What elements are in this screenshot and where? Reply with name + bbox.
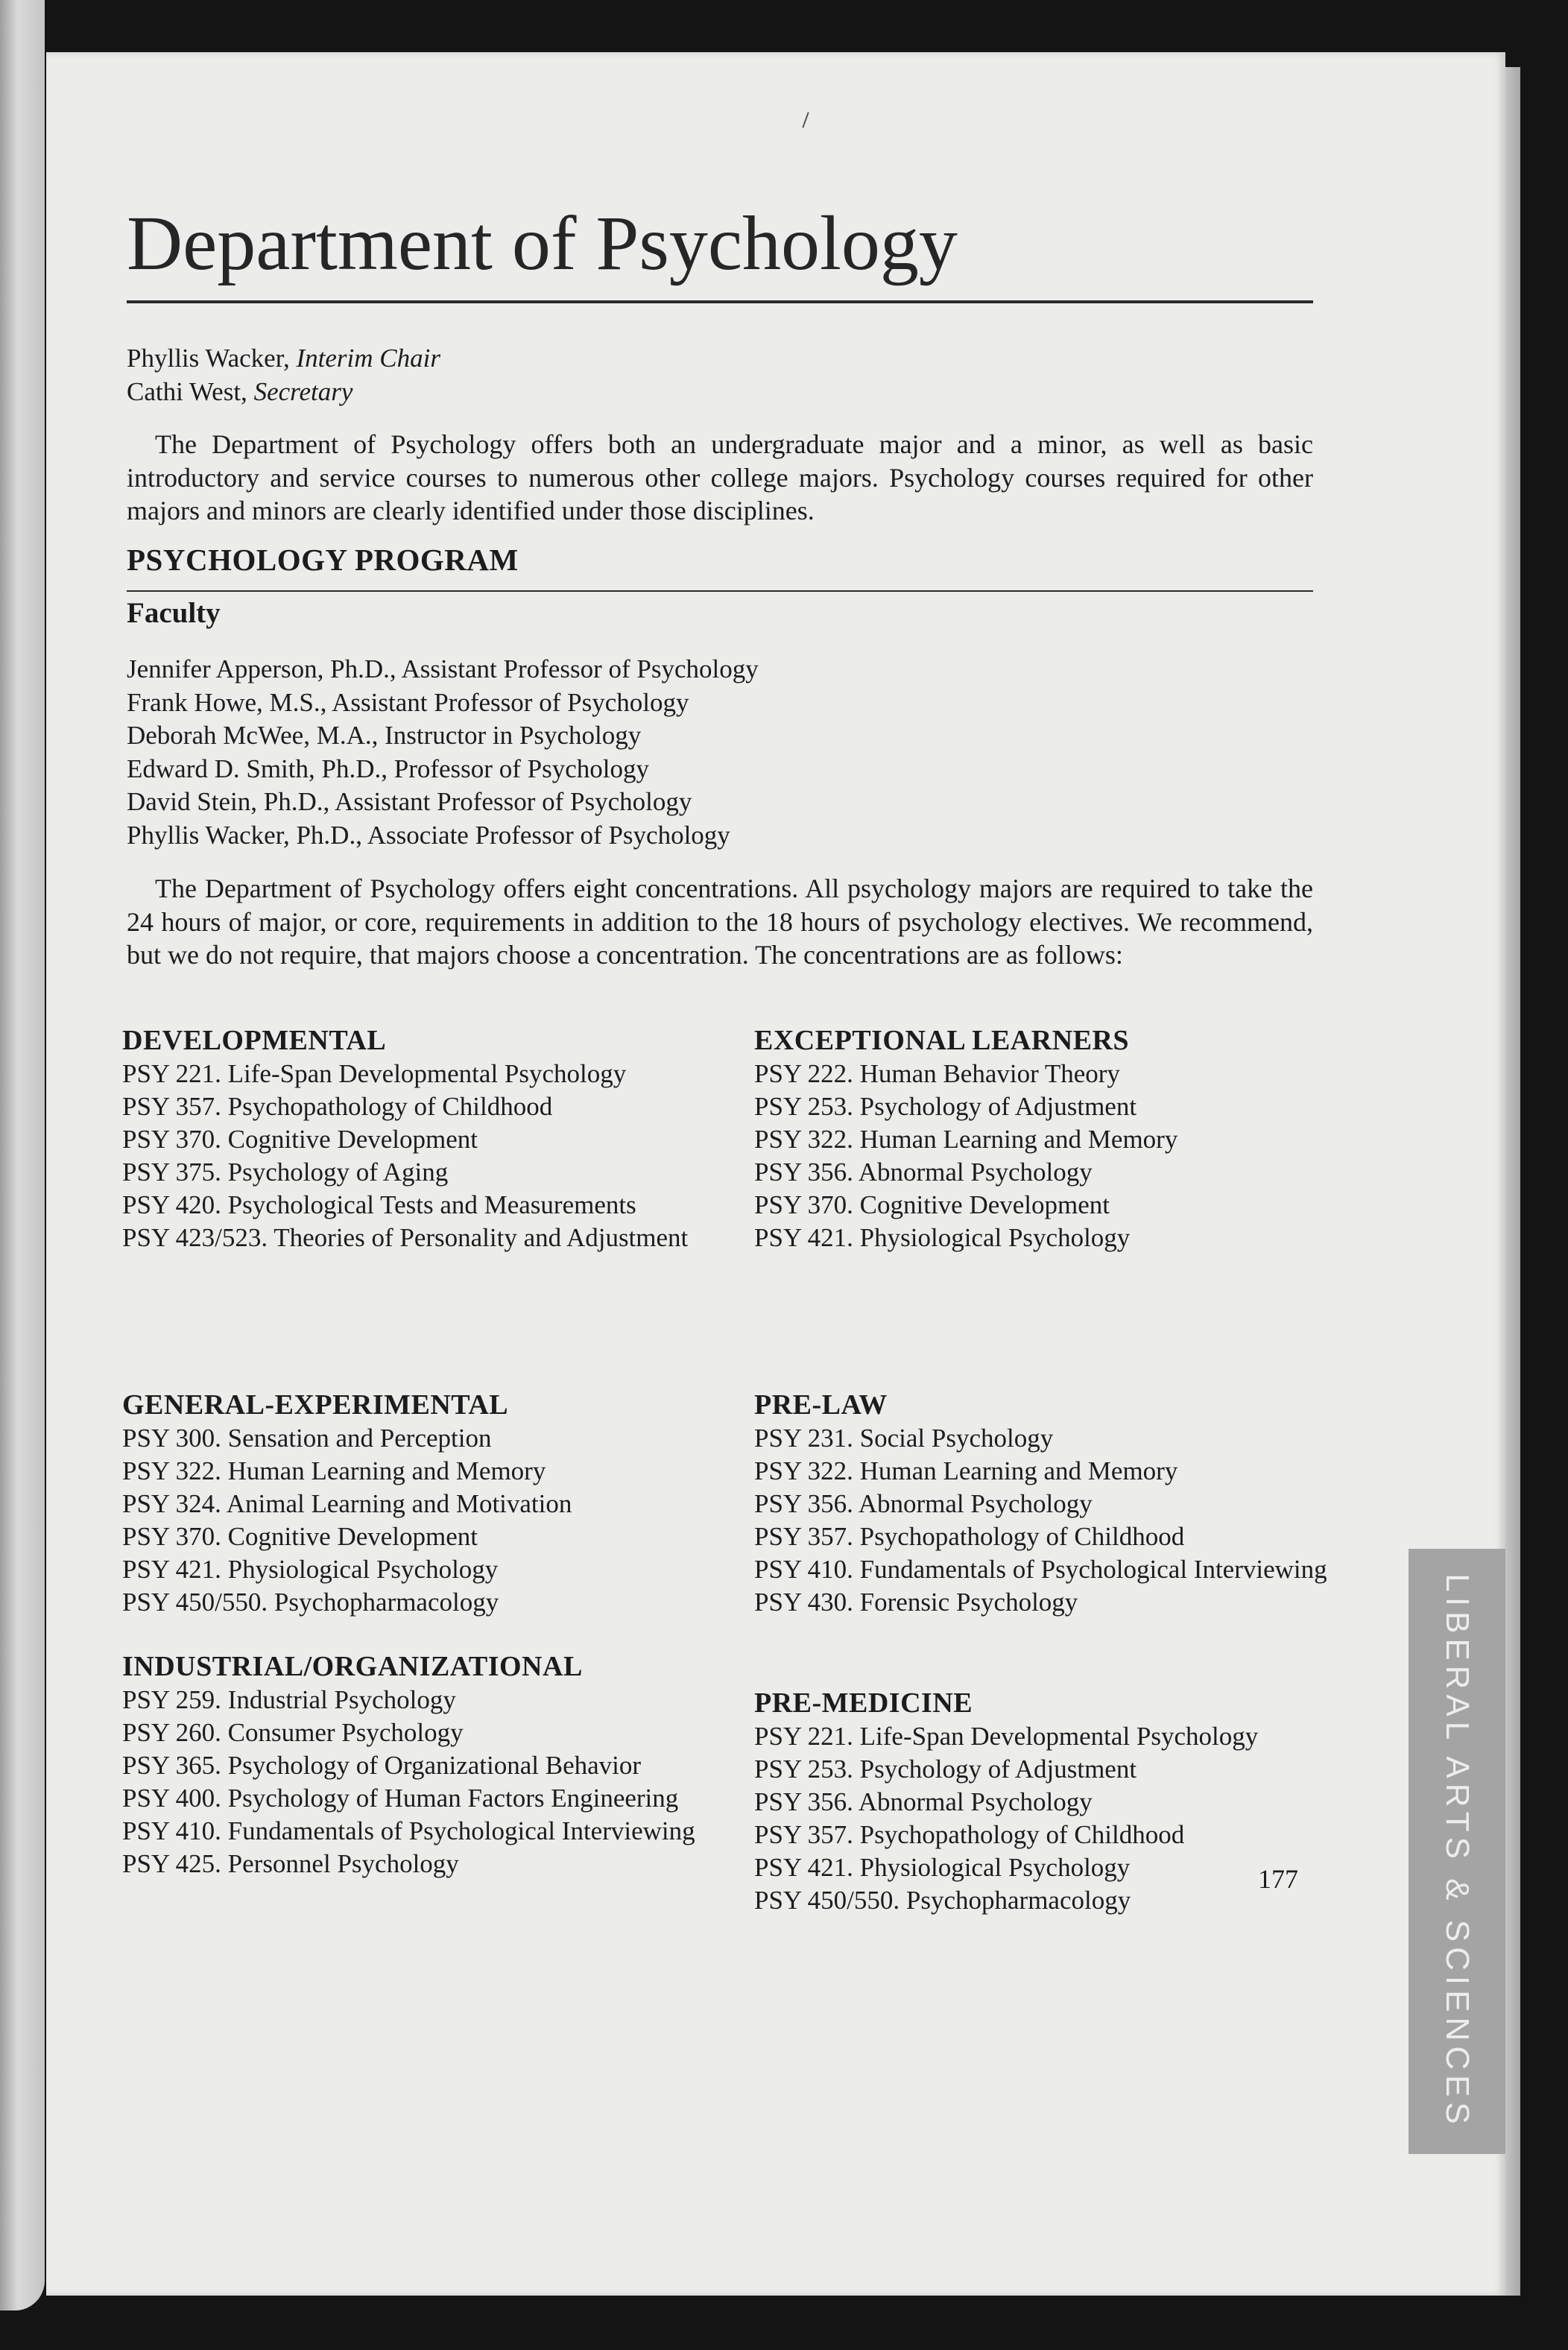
course-item: PSY 322. Human Learning and Memory bbox=[754, 1456, 1178, 1485]
course-item: PSY 421. Physiological Psychology bbox=[754, 1853, 1131, 1882]
course-item: PSY 375. Psychology of Aging bbox=[122, 1157, 449, 1187]
intro-paragraph: The Department of Psychology offers both an undergraduate major and a minor, as well as basic introductory and service courses to numerous other college majors. Psychology courses required for other majors and minors are clearly identified under those disciplines. bbox=[127, 429, 1313, 525]
course-item: PSY 221. Life-Span Developmental Psychology bbox=[122, 1059, 627, 1088]
page-number: 177 bbox=[1258, 1864, 1298, 1894]
course-item: PSY 421. Physiological Psychology bbox=[122, 1555, 499, 1584]
course-item: PSY 356. Abnormal Psychology bbox=[754, 1787, 1093, 1816]
faculty-member: Edward D. Smith, Ph.D., Professor of Psychology bbox=[127, 754, 649, 783]
course-item: PSY 370. Cognitive Development bbox=[754, 1190, 1110, 1219]
course-item: PSY 410. Fundamentals of Psychological Interviewing bbox=[122, 1816, 695, 1845]
course-item: PSY 420. Psychological Tests and Measurements bbox=[122, 1190, 636, 1219]
section-tab-label: LIBERAL ARTS & SCIENCES bbox=[1439, 1573, 1476, 2129]
faculty-member: Deborah McWee, M.A., Instructor in Psychology bbox=[127, 721, 642, 750]
course-item: PSY 421. Physiological Psychology bbox=[754, 1223, 1131, 1252]
concentration-heading: GENERAL-EXPERIMENTAL bbox=[122, 1389, 509, 1421]
officer-secretary: Cathi West, Secretary bbox=[127, 377, 353, 406]
concentration-general-experimental bbox=[122, 1388, 718, 1619]
course-item: PSY 260. Consumer Psychology bbox=[122, 1718, 464, 1747]
course-item: PSY 324. Animal Learning and Motivation bbox=[122, 1489, 572, 1518]
course-item: PSY 259. Industrial Psychology bbox=[122, 1685, 456, 1714]
faculty-member: Phyllis Wacker, Ph.D., Associate Professor of Psychology bbox=[127, 820, 730, 850]
course-item: PSY 253. Psychology of Adjustment bbox=[754, 1754, 1137, 1784]
faculty-member: Jennifer Apperson, Ph.D., Assistant Professor of Psychology bbox=[127, 654, 759, 683]
concentration-heading: INDUSTRIAL/ORGANIZATIONAL bbox=[122, 1651, 583, 1682]
course-item: PSY 425. Personnel Psychology bbox=[122, 1849, 459, 1878]
course-item: PSY 253. Psychology of Adjustment bbox=[754, 1092, 1137, 1121]
course-item: PSY 222. Human Behavior Theory bbox=[754, 1059, 1120, 1088]
course-item: PSY 450/550. Psychopharmacology bbox=[754, 1886, 1131, 1915]
course-item: PSY 410. Fundamentals of Psychological Interviewing bbox=[754, 1555, 1327, 1584]
concentrations-paragraph: The Department of Psychology offers eight concentrations. All psychology majors are required to take the 24 hours of major, or core, requirements in addition to the 18 hours of psychology electives. We recommend, but we do not require, that majors choose a concentration. The concentrations are as follows: bbox=[127, 874, 1313, 970]
faculty-list bbox=[127, 653, 759, 852]
concentration-developmental bbox=[122, 1023, 718, 1254]
course-item: PSY 231. Social Psychology bbox=[754, 1424, 1054, 1453]
previous-page-edge bbox=[0, 0, 45, 2310]
faculty-heading: Faculty bbox=[127, 597, 221, 629]
course-item: PSY 357. Psychopathology of Childhood bbox=[754, 1820, 1185, 1849]
course-item: PSY 300. Sensation and Perception bbox=[122, 1424, 492, 1453]
course-item: PSY 322. Human Learning and Memory bbox=[754, 1125, 1178, 1154]
program-rule bbox=[127, 590, 1313, 592]
concentration-heading: DEVELOPMENTAL bbox=[122, 1025, 387, 1056]
program-heading: PSYCHOLOGY PROGRAM bbox=[127, 543, 519, 577]
course-item: PSY 357. Psychopathology of Childhood bbox=[122, 1092, 553, 1121]
department-officers bbox=[127, 341, 440, 408]
officer-chair: Phyllis Wacker, Interim Chair bbox=[127, 344, 440, 373]
course-item: PSY 370. Cognitive Development bbox=[122, 1125, 478, 1154]
course-item: PSY 370. Cognitive Development bbox=[122, 1522, 478, 1551]
course-item: PSY 450/550. Psychopharmacology bbox=[122, 1588, 499, 1617]
course-item: PSY 356. Abnormal Psychology bbox=[754, 1157, 1093, 1187]
concentration-exceptional-learners bbox=[754, 1023, 1350, 1254]
faculty-member: Frank Howe, M.S., Assistant Professor of Psychology bbox=[127, 687, 689, 717]
concentration-pre-law bbox=[754, 1388, 1350, 1619]
title-rule bbox=[127, 300, 1313, 303]
page-title: Department of Psychology bbox=[127, 200, 958, 286]
course-item: PSY 365. Psychology of Organizational Behavior bbox=[122, 1751, 642, 1780]
course-item: PSY 430. Forensic Psychology bbox=[754, 1588, 1078, 1617]
concentration-heading: EXCEPTIONAL LEARNERS bbox=[754, 1025, 1130, 1056]
concentration-industrial-organizational bbox=[122, 1649, 718, 1880]
course-item: PSY 221. Life-Span Developmental Psychology bbox=[754, 1722, 1259, 1751]
course-item: PSY 322. Human Learning and Memory bbox=[122, 1456, 546, 1485]
course-item: PSY 423/523. Theories of Personality and Adjustment bbox=[122, 1223, 689, 1252]
course-item: PSY 400. Psychology of Human Factors Engineering bbox=[122, 1784, 679, 1813]
faculty-member: David Stein, Ph.D., Assistant Professor of Psychology bbox=[127, 787, 692, 816]
concentration-heading: PRE-LAW bbox=[754, 1389, 888, 1421]
course-item: PSY 356. Abnormal Psychology bbox=[754, 1489, 1093, 1518]
course-item: PSY 357. Psychopathology of Childhood bbox=[754, 1522, 1185, 1551]
concentration-heading: PRE-MEDICINE bbox=[754, 1687, 973, 1719]
